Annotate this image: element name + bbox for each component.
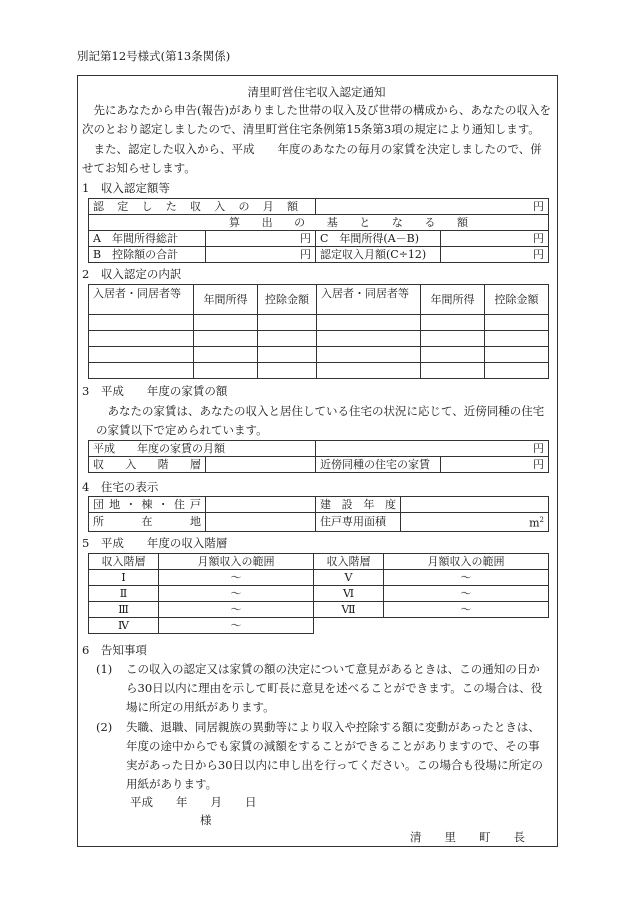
intro-paragraph-1: 先にあなたから申告(報告)がありました世帯の収入及び世帯の構成から、あなたの収入を次のとおり認定しましたので、清里町営住宅条例第15条第3項の規定により通知します。 (82, 103, 551, 136)
table-row (89, 602, 549, 618)
basis-amount-label: 算出の基となる額 (89, 215, 549, 231)
table-row (89, 586, 549, 602)
table-row (89, 618, 549, 634)
col-deduction-right: 控除金額 (485, 285, 549, 315)
mayor-signature: 清 里 町 長 (410, 830, 525, 844)
notice-item-1-number: (1) (96, 662, 113, 676)
col-resident-left: 入居者・同居者等 (89, 285, 194, 315)
tier-4-range: ～ (159, 618, 314, 634)
section-4-heading: 4 住宅の表示 (82, 480, 159, 494)
estate-label: 団地・棟・住戸 (89, 497, 206, 513)
recipient-honorific: 様 (200, 813, 212, 827)
tier-7: Ⅶ (314, 602, 384, 618)
section-2-heading: 2 収入認定の内訳 (82, 267, 182, 281)
intro-paragraph-2: また、認定した収入から、平成 年度のあなたの毎月の家賃を決定しましたので、併せてお知らせします。 (82, 142, 542, 175)
income-tier-label: 収入階層 (89, 457, 206, 473)
notice-item-2-text: 失職、退職、同居親族の異動等により収入や控除する額に変動があったときは、年度の途中からでも家賃の減額をすることができることがありますので、その事実があった日から30日以内に申し出を行ってください。この場合も役場に所定の用紙があります。 (126, 720, 544, 791)
section-1-heading: 1 収入認定額等 (82, 181, 170, 195)
income-tier-table (88, 553, 549, 634)
table-row (89, 570, 549, 586)
table-row (89, 363, 549, 379)
col-resident-right: 入居者・同居者等 (317, 285, 421, 315)
estate-value (206, 497, 316, 513)
annual-income-total-value: 円 (206, 231, 316, 247)
notice-item-1-text: この収入の認定又は家賃の額の決定について意見があるときは、この通知の日から30日以内に理由を示して町長に意見を述べることができます。この場合は、役場に所定の用紙があります。 (126, 662, 543, 714)
tier-5: Ⅴ (314, 570, 384, 586)
annual-income-label: C 年間所得(A－B) (316, 231, 441, 247)
annual-income-value: 円 (441, 231, 549, 247)
floor-area-label: 住戸専用面積 (316, 513, 401, 532)
nearby-rent-value: 円 (441, 457, 549, 473)
construction-year-label: 建設年度 (316, 497, 401, 513)
tier-1-range: ～ (159, 570, 314, 586)
notice-item-2-number: (2) (96, 720, 113, 734)
tier-2: Ⅱ (89, 586, 159, 602)
col-range-right: 月額収入の範囲 (384, 554, 549, 570)
location-value (206, 513, 316, 532)
construction-year-value (401, 497, 549, 513)
table-row (89, 347, 549, 363)
floor-area-value: $m^2$ (401, 513, 549, 532)
col-income-right: 年間所得 (421, 285, 485, 315)
annual-income-total-label: A 年間所得総計 (89, 231, 206, 247)
notice-item-2 (96, 718, 548, 794)
col-deduction-left: 控除金額 (258, 285, 317, 315)
recognized-income-value: 円 (316, 199, 549, 215)
income-tier-value (206, 457, 316, 473)
tier-4: Ⅳ (89, 618, 159, 634)
col-range-left: 月額収入の範囲 (159, 554, 314, 570)
monthly-rent-value: 円 (316, 441, 549, 457)
income-summary-table (88, 198, 549, 263)
rent-table (88, 440, 549, 473)
section-6-heading: 6 告知事項 (82, 643, 147, 657)
col-tier-left: 収入階層 (89, 554, 159, 570)
tier-3-range: ～ (159, 602, 314, 618)
tier-5-range: ～ (384, 570, 549, 586)
tier-6-range: ～ (384, 586, 549, 602)
recognized-income-label: 認定した収入の月額 (89, 199, 316, 215)
nearby-rent-label: 近傍同種の住宅の家賃 (316, 457, 441, 473)
section-3-heading: 3 平成 年度の家賃の額 (82, 384, 228, 398)
deduction-total-label: B 控除額の合計 (89, 247, 206, 263)
table-row (89, 315, 549, 331)
tier-1: Ⅰ (89, 570, 159, 586)
monthly-income-value: 円 (441, 247, 549, 263)
col-tier-right: 収入階層 (314, 554, 384, 570)
form-number: 別記第12号様式(第13条関係) (77, 49, 231, 63)
monthly-income-label: 認定収入月額(C÷12) (316, 247, 441, 263)
housing-table (88, 496, 549, 532)
monthly-rent-label: 平成 年度の家賃の月額 (89, 441, 316, 457)
table-row (89, 331, 549, 347)
tier-2-range: ～ (159, 586, 314, 602)
income-breakdown-table (88, 284, 549, 379)
notice-item-1 (96, 660, 548, 717)
tier-7-range: ～ (384, 602, 549, 618)
location-label: 所在地 (89, 513, 206, 532)
notice-date: 平成 年 月 日 (130, 795, 257, 809)
deduction-total-value: 円 (206, 247, 316, 263)
rent-explanation: あなたの家賃は、あなたの収入と居住している住宅の状況に応じて、近傍同種の住宅の家賃以下で定められています。 (96, 404, 545, 437)
tier-3: Ⅲ (89, 602, 159, 618)
col-income-left: 年間所得 (194, 285, 258, 315)
tier-6: Ⅵ (314, 586, 384, 602)
section-5-heading: 5 平成 年度の収入階層 (82, 536, 228, 550)
document-title: 清里町営住宅収入認定通知 (247, 85, 386, 99)
